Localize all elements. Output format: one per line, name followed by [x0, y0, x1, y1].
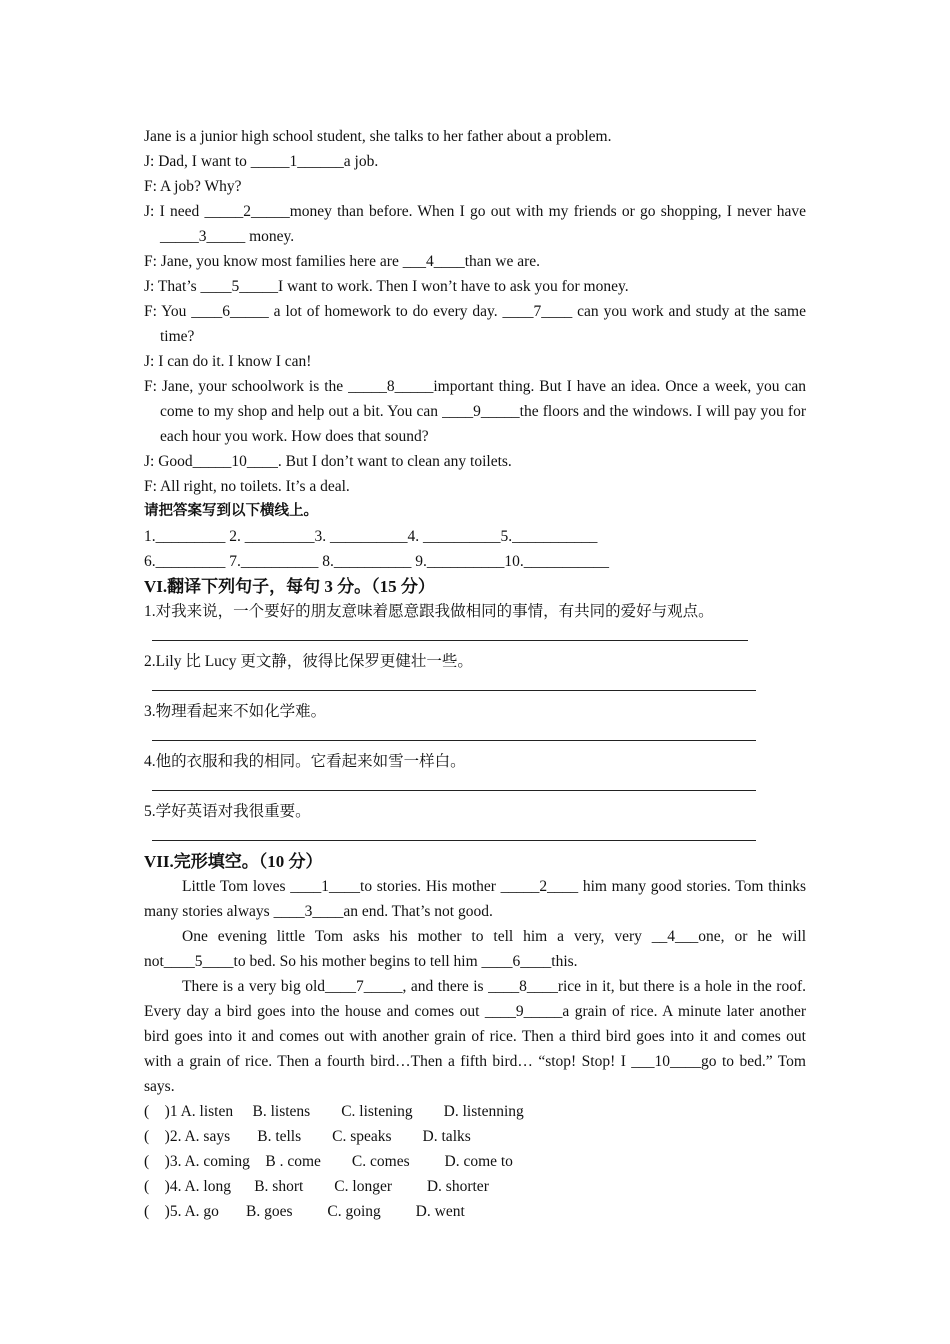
dialogue-line: F: You ____6_____ a lot of homework to do every day. ____7____ can you work and study at the same time?: [144, 303, 806, 345]
worksheet-page: [144, 124, 806, 1224]
option-row[interactable]: ( )5. A. go B. goes C. going D. went: [144, 1203, 465, 1220]
answer-blanks-row-1[interactable]: 1._________ 2. _________3. __________4. __________5.___________: [144, 528, 598, 545]
dialogue-line: J: Dad, I want to _____1______a job.: [144, 153, 379, 170]
dialogue-line: J: I can do it. I know I can!: [144, 353, 312, 370]
option-row[interactable]: ( )2. A. says B. tells C. speaks D. talks: [144, 1128, 471, 1145]
cloze-paragraph: There is a very big old____7_____, and there is ____8____rice in it, but there is a hole in the roof. Every day a bird goes into the house and comes out ____9_____a grain of rice. A minute later another bird goes into it and comes out with another grain of rice. Then a third bird goes into it and comes out with a grain of rice. Then a fourth bird…Then a fifth bird… “stop! Stop! I ___10____go to bed.” Tom says.: [144, 978, 806, 1095]
dialogue-line: F: Jane, your schoolwork is the _____8_____important thing. But I have an idea. Once a week, you can come to my shop and help out a bit. You can ____9_____the floors and the windows. I will pay you for each hour you work. How does that sound?: [144, 378, 806, 445]
option-row[interactable]: ( )3. A. coming B . come C. comes D. come to: [144, 1153, 513, 1170]
cloze-paragraph: Little Tom loves ____1____to stories. His mother _____2____ him many good stories. Tom thinks many stories always ____3____an end. That’s not good.: [144, 878, 806, 920]
dialogue-line: J: Good_____10____. But I don’t want to clean any toilets.: [144, 453, 512, 470]
dialogue-line: F: A job? Why?: [144, 178, 242, 195]
answer-line[interactable]: [144, 724, 806, 749]
answer-line[interactable]: [144, 624, 806, 649]
dialogue-line: J: That’s ____5_____I want to work. Then I won’t have to ask you for money.: [144, 278, 629, 295]
option-row[interactable]: ( )4. A. long B. short C. longer D. shorter: [144, 1178, 489, 1195]
translation-item: 4.他的衣服和我的相同。它看起来如雪一样白。: [144, 753, 466, 770]
cloze-paragraph: One evening little Tom asks his mother to tell him a very, very __4___one, or he will not____5____to bed. So his mother begins to tell him ____6____this.: [144, 928, 806, 970]
answer-line[interactable]: [144, 674, 806, 699]
dialogue-line: J: I need _____2_____money than before. When I go out with my friends or go shopping, I never have _____3_____ money.: [144, 203, 806, 245]
section-6-heading: VI.翻译下列句子，每句 3 分。（15 分）: [144, 577, 435, 596]
translation-item: 5.学好英语对我很重要。: [144, 803, 311, 820]
dialogue-intro: Jane is a junior high school student, she talks to her father about a problem.: [144, 128, 612, 145]
translation-item: 1.对我来说，一个要好的朋友意味着愿意跟我做相同的事情，有共同的爱好与观点。: [144, 603, 714, 620]
section-7-heading: VII.完形填空。（10 分）: [144, 852, 323, 871]
option-row[interactable]: ( )1 A. listen B. listens C. listening D. listenning: [144, 1103, 524, 1120]
dialogue-line: F: Jane, you know most families here are ___4____than we are.: [144, 253, 541, 270]
answer-prompt: 请把答案写到以下横线上。: [144, 503, 318, 519]
answer-line[interactable]: [144, 774, 806, 799]
translation-item: 3.物理看起来不如化学难。: [144, 703, 327, 720]
translation-item: 2.Lily 比 Lucy 更文静，彼得比保罗更健壮一些。: [144, 653, 473, 670]
dialogue-line: F: All right, no toilets. It’s a deal.: [144, 478, 350, 495]
answer-blanks-row-2[interactable]: 6._________ 7.__________ 8.__________ 9.__________10.___________: [144, 553, 609, 570]
answer-line[interactable]: [144, 824, 806, 849]
